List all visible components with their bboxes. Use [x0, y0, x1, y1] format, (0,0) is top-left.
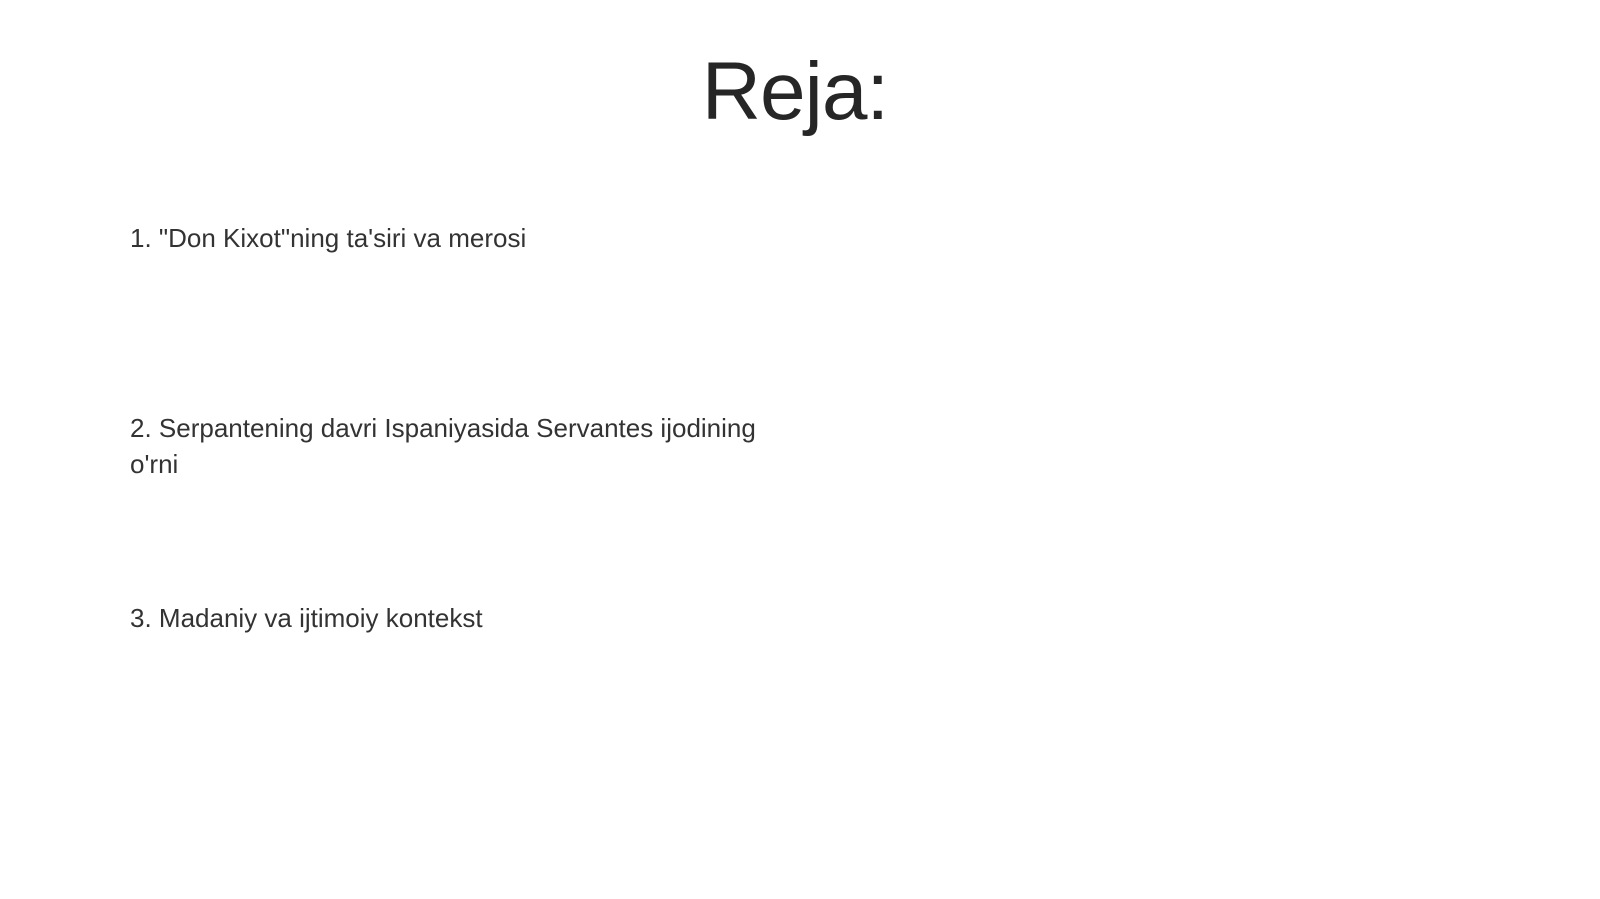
plan-item-3: 3. Madaniy va ijtimoiy kontekst [130, 603, 483, 633]
plan-item-1: 1. "Don Kixot"ning ta'siri va merosi [130, 223, 527, 253]
slide-title: Reja: [701, 46, 889, 137]
plan-item-2: 2. Serpantening davri Ispaniyasida Servantes ijodining o'rni [130, 413, 756, 479]
